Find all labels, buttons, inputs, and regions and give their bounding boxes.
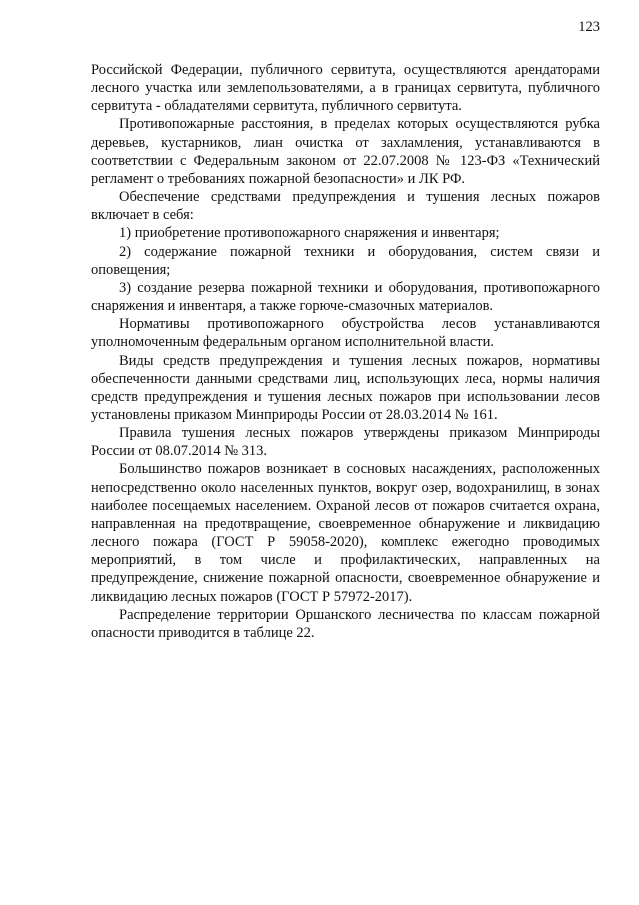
list-item-reserve-creation: 3) создание резерва пожарной техники и оборудования, противопожарного снаряжения и инвентаря, а также горюче-смазочных материалов. [91, 279, 600, 315]
paragraph-means-types-order: Виды средств предупреждения и тушения лесных пожаров, нормативы обеспеченности данными средствами лиц, использующих леса, нормы наличия средств предупреждения и тушения лесных пожаров при использовании лесов установлены приказом Минприроды России от 28.03.2014 № 161. [91, 352, 600, 423]
list-item-equipment-maintenance: 2) содержание пожарной техники и оборудования, систем связи и оповещения; [91, 243, 600, 278]
page-number: 123 [578, 19, 600, 35]
paragraph-fire-distances: Противопожарные расстояния, в пределах которых осуществляются рубка деревьев, кустарников, лиан очистка от захламления, устанавливаются в соответствии с Федеральным законом от 22.07.2008 № 123-ФЗ «Технический регламент о требованиях пожарной безопасности» и ЛК РФ. [91, 116, 600, 187]
paragraph-fire-standards: Нормативы противопожарного обустройства лесов устанавливаются уполномоченным федеральным органом исполнительной власти. [91, 316, 600, 351]
paragraph-servitude-continuation: Российской Федерации, публичного сервитута, осуществляются арендаторами лесного участка или землепользователями, а в границах сервитута, публичного сервитута - обладателями сервитута, публичного сервитута. [91, 62, 600, 115]
paragraph-fire-origins-protection: Большинство пожаров возникает в сосновых насаждениях, расположенных непосредственно около населенных пунктов, вокруг озер, водохранилищ, в зонах наиболее посещаемых населением. Охраной лесов от пожаров считается охрана, направленная на предотвращение, своевременное обнаружение и ликвидацию лесного пожара (ГОСТ Р 59058-2020), комплекс ежегодно проводимых мероприятий, в том числе и профилактических, направленных на предупреждение, снижение пожарной опасности, своевременное обнаружение и ликвидацию лесных пожаров (ГОСТ Р 57972-2017). [91, 461, 600, 605]
paragraph-firefighting-means-intro: Обеспечение средствами предупреждения и тушения лесных пожаров включает в себя: [91, 189, 600, 224]
list-item-equipment-purchase: 1) приобретение противопожарного снаряжения и инвентаря; [119, 225, 500, 242]
document-body [91, 61, 600, 642]
paragraph-fire-danger-classes: Распределение территории Оршанского лесничества по классам пожарной опасности приводится в таблице 22. [91, 606, 600, 641]
paragraph-firefighting-rules: Правила тушения лесных пожаров утверждены приказом Минприроды России от 08.07.2014 № 313. [91, 425, 600, 460]
